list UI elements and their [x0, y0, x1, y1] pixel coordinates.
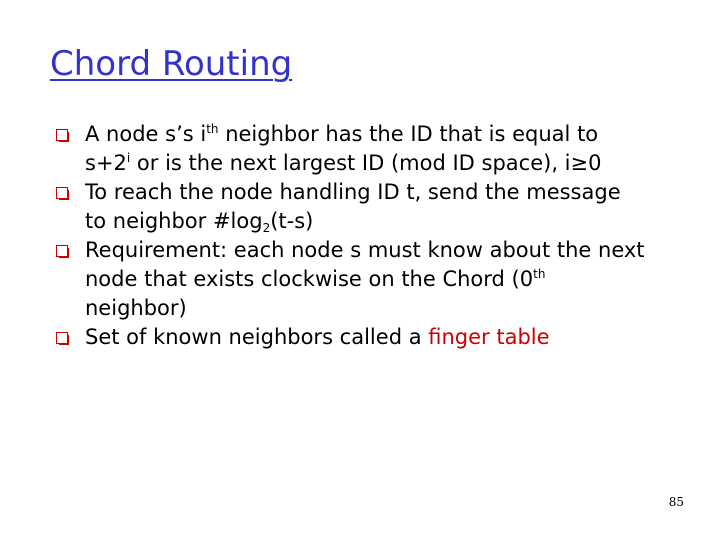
bullet-item-finger-table — [56, 323, 696, 352]
bullet-text: or is the next largest ID (mod ID space), i≥0 — [130, 151, 602, 175]
bullet-text: to neighbor #log — [85, 209, 263, 233]
superscript-text: th — [533, 267, 546, 281]
bullet-line — [85, 323, 696, 352]
bullet-line: To reach the node handling ID t, send the message — [85, 180, 621, 204]
bullet-text: s+2 — [85, 151, 127, 175]
bullet-line — [85, 149, 696, 178]
bullet-item-reach-node — [56, 178, 696, 236]
bullet-line — [85, 120, 696, 149]
red-square-bullet-icon — [56, 187, 68, 199]
bullet-item-requirement — [56, 236, 696, 323]
bullet-text: neighbor has the ID that is equal to — [218, 122, 599, 146]
page-number: 85 — [668, 495, 684, 509]
red-square-bullet-icon — [56, 332, 68, 344]
superscript-text: i — [126, 151, 131, 165]
superscript-text: th — [206, 122, 219, 136]
bullet-line — [85, 265, 696, 294]
bullet-text: Set of known neighbors called a — [85, 325, 429, 349]
finger-table-highlight: finger table — [428, 325, 550, 349]
bullet-text: A node s’s i — [85, 122, 207, 146]
bullet-list — [56, 120, 696, 352]
bullet-line: Requirement: each node s must know about the next — [85, 238, 645, 262]
bullet-line — [85, 207, 696, 236]
red-square-bullet-icon — [56, 245, 68, 257]
bullet-item-neighbor-definition — [56, 120, 696, 178]
bullet-text: (t-s) — [270, 209, 314, 233]
red-square-bullet-icon — [56, 129, 68, 141]
subscript-text: 2 — [262, 221, 271, 235]
bullet-line: neighbor) — [85, 296, 187, 320]
slide-title: Chord Routing — [50, 44, 293, 84]
bullet-text: node that exists clockwise on the Chord (0 — [85, 267, 534, 291]
